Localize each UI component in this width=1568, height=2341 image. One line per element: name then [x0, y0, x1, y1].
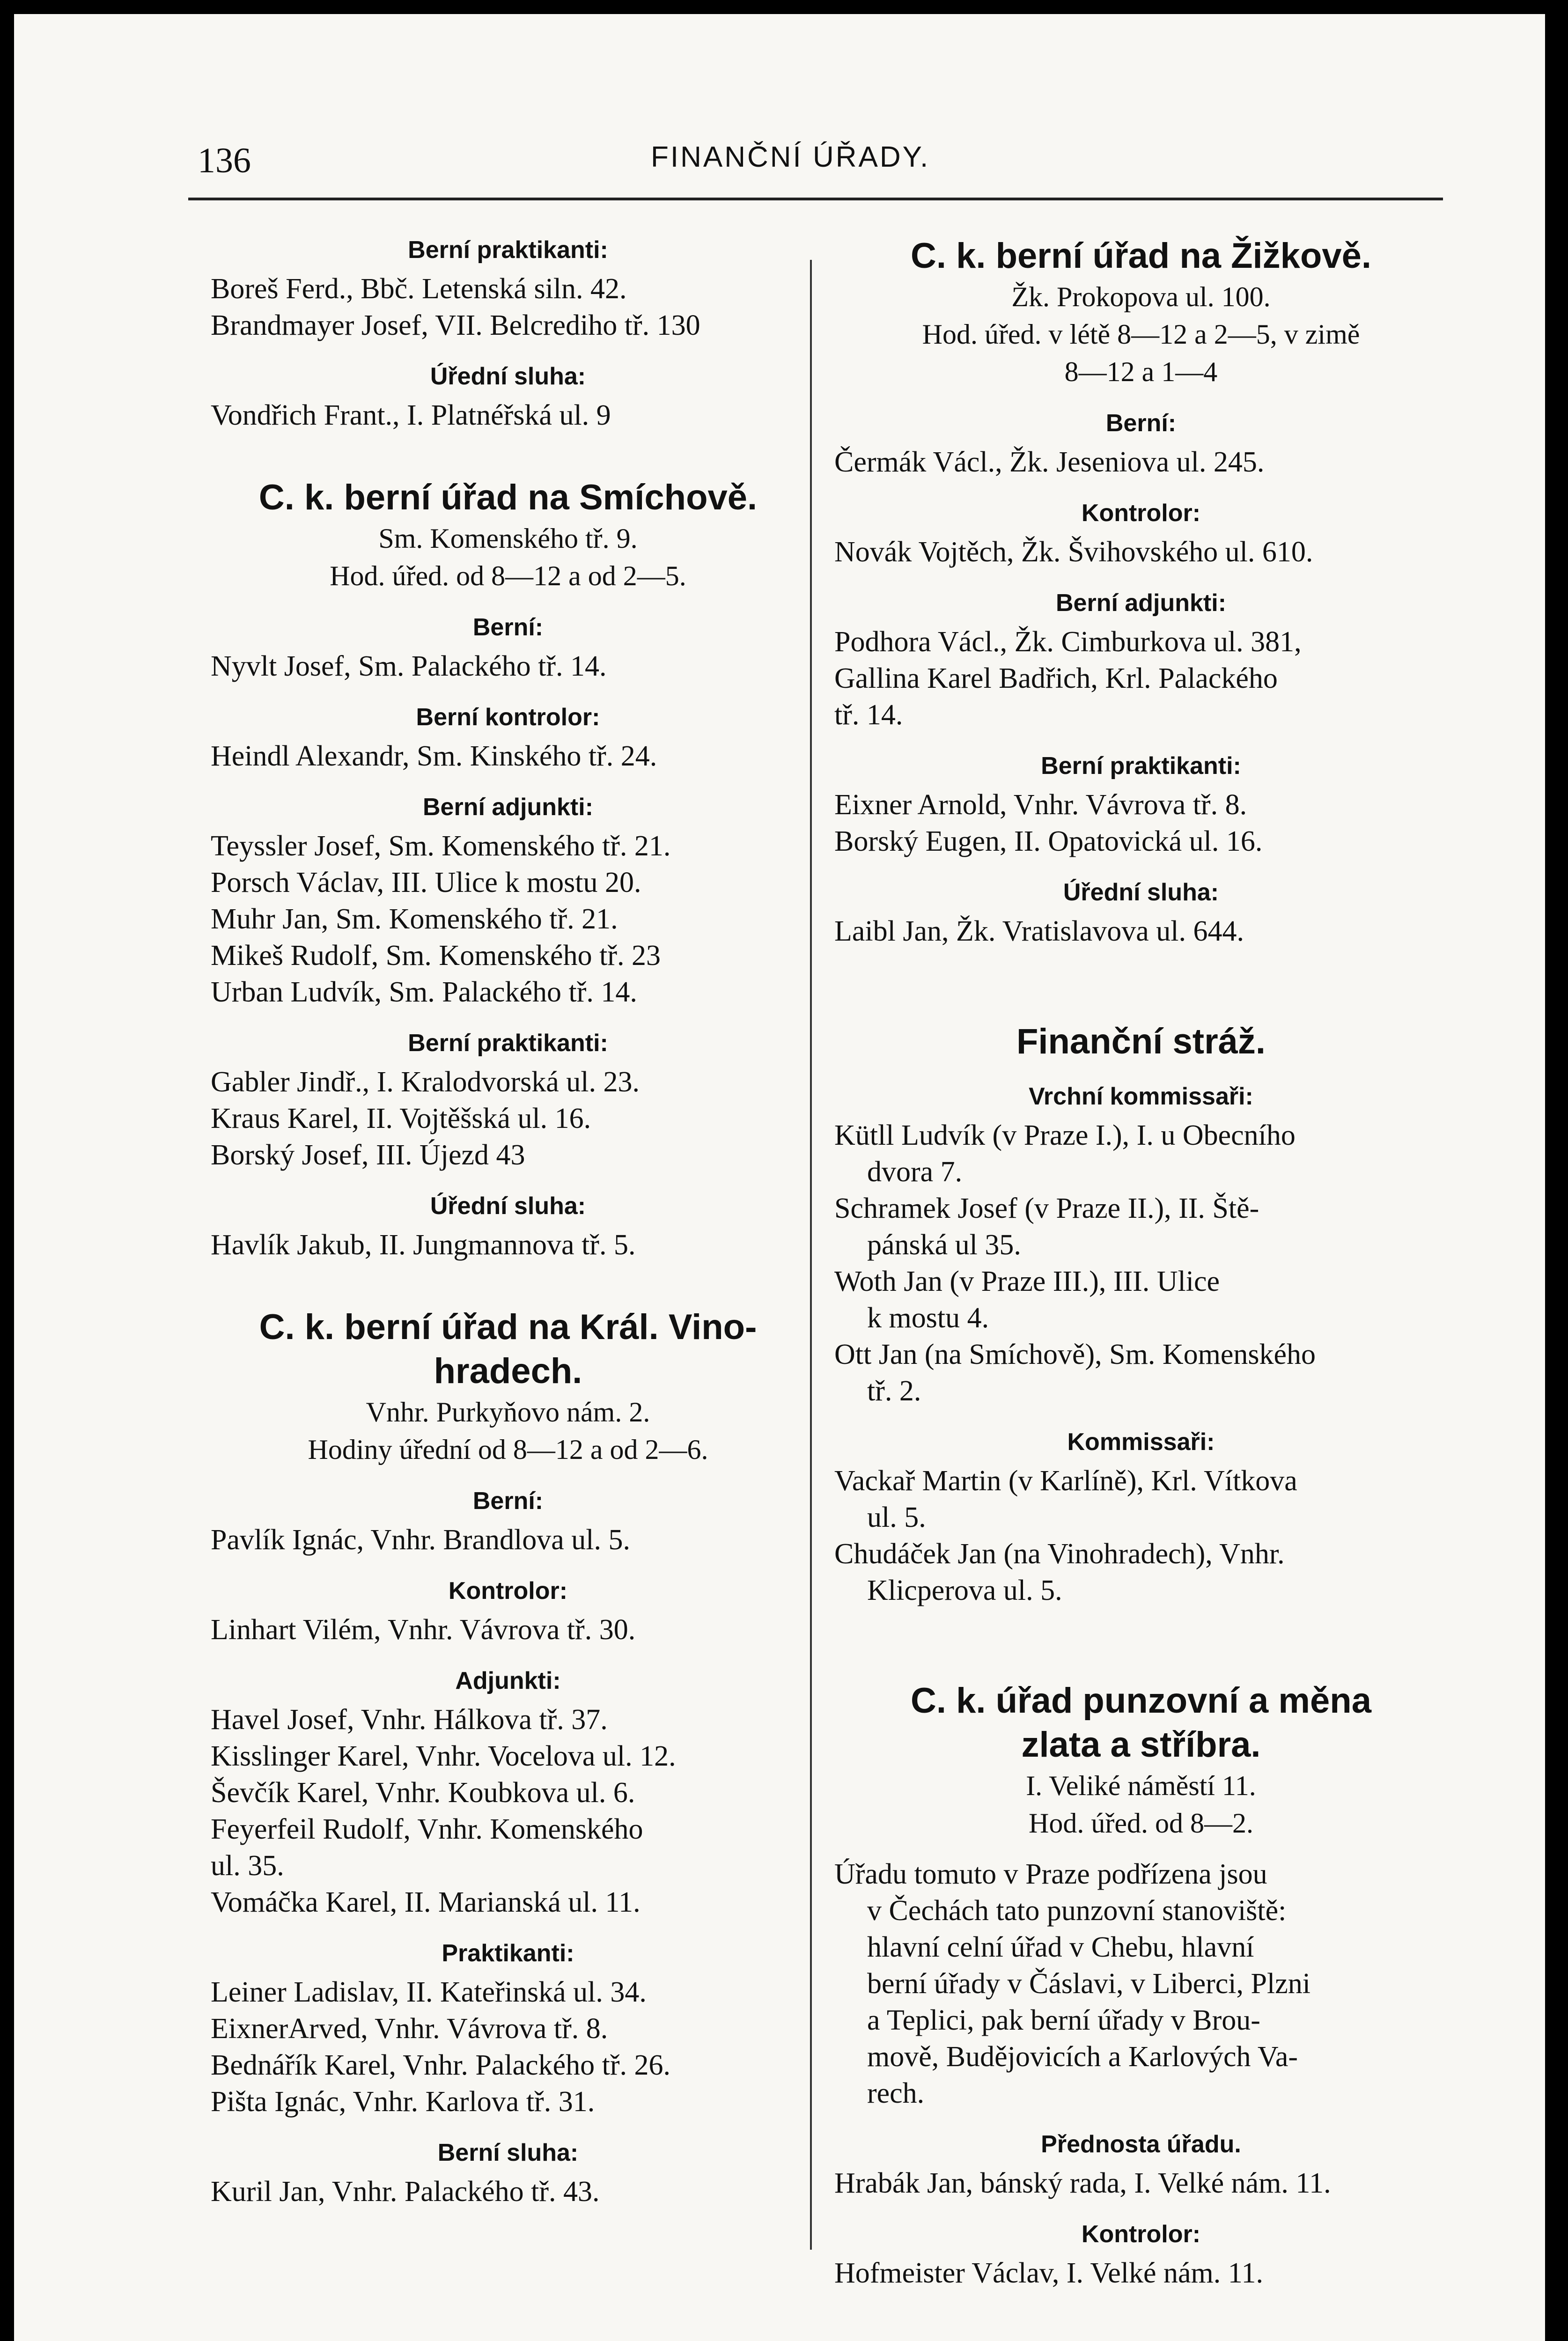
section-heading: Berní sluha: — [437, 2139, 579, 2166]
list-item: Havel Josef, Vnhr. Hálkova tř. 37. — [211, 1704, 608, 1736]
list-item: Podhora Václ., Žk. Cimburkova ul. 381, — [834, 626, 1302, 658]
list-item: k mostu 4. — [867, 1302, 989, 1334]
office-address: I. Veliké náměstí 11. — [1026, 1770, 1256, 1801]
office-title-line: C. k. berní úřad na Král. Vino- — [259, 1307, 757, 1347]
office-title: C. k. berní úřad na Smíchově. — [258, 478, 758, 517]
section-heading: Berní adjunkti: — [1055, 589, 1227, 617]
column-divider — [810, 260, 812, 2250]
list-item: Vomáčka Karel, II. Marianská ul. 11. — [211, 1886, 640, 1918]
section-heading: Berní adjunkti: — [422, 794, 594, 821]
list-item: Gallina Karel Badřich, Krl. Palackého — [834, 663, 1278, 694]
list-item: Gabler Jindř., I. Kralodvorská ul. 23. — [211, 1066, 640, 1098]
list-item: Nyvlt Josef, Sm. Palackého tř. 14. — [211, 650, 607, 682]
list-item: Linhart Vilém, Vnhr. Vávrova tř. 30. — [211, 1614, 636, 1646]
description-line: berní úřady v Čáslavi, v Liberci, Plzni — [867, 1968, 1310, 2000]
office-hours: Hod. úřed. od 8—12 a od 2—5. — [330, 560, 686, 591]
section-heading: Kontrolor: — [1081, 2221, 1201, 2248]
list-item: tř. 14. — [834, 699, 903, 731]
section-title: Finanční stráž. — [1016, 1022, 1266, 1061]
page-number: 136 — [198, 141, 251, 180]
list-item: Laibl Jan, Žk. Vratislavova ul. 644. — [834, 915, 1244, 947]
list-item: Čermák Václ., Žk. Jeseniova ul. 245. — [834, 446, 1265, 478]
list-item: pánská ul 35. — [867, 1229, 1021, 1261]
section-heading: Berní praktikanti: — [408, 236, 608, 264]
list-item: Kütll Ludvík (v Praze I.), I. u Obecního — [834, 1119, 1296, 1151]
book-page — [14, 14, 1545, 2341]
list-item: Ott Jan (na Smíchově), Sm. Komenského — [834, 1339, 1316, 1370]
description-line: Úřadu tomuto v Praze podřízena jsou — [834, 1858, 1267, 1890]
list-item: Brandmayer Josef, VII. Belcrediho tř. 130 — [211, 309, 700, 341]
office-title-line: C. k. úřad punzovní a měna — [911, 1681, 1371, 1721]
office-address: Žk. Prokopova ul. 100. — [1011, 281, 1271, 312]
list-item: Ševčík Karel, Vnhr. Koubkova ul. 6. — [211, 1777, 635, 1809]
list-item: Kuril Jan, Vnhr. Palackého tř. 43. — [211, 2176, 600, 2208]
list-item: Feyerfeil Rudolf, Vnhr. Komenského — [211, 1813, 643, 1845]
section-heading: Kommissaři: — [1067, 1428, 1215, 1456]
list-item: Chudáček Jan (na Vinohradech), Vnhr. — [834, 1538, 1285, 1570]
section-heading: Berní praktikanti: — [408, 1030, 608, 1057]
office-hours: Hodiny úřední od 8—12 a od 2—6. — [308, 1434, 708, 1465]
list-item: Teyssler Josef, Sm. Komenského tř. 21. — [211, 830, 671, 862]
office-title — [211, 1305, 805, 1393]
description-line: rech. — [867, 2077, 925, 2109]
list-item: Bednářík Karel, Vnhr. Palackého tř. 26. — [211, 2049, 670, 2081]
office-hours: Hod. úřed. v létě 8—12 a 2—5, v zimě — [922, 319, 1360, 350]
list-item: Kraus Karel, II. Vojtěšská ul. 16. — [211, 1103, 591, 1134]
list-item: Pavlík Ignác, Vnhr. Brandlova ul. 5. — [211, 1524, 631, 1556]
list-item: Heindl Alexandr, Sm. Kinského tř. 24. — [211, 740, 657, 772]
section-heading: Úřední sluha: — [1063, 879, 1219, 906]
list-item: tř. 2. — [867, 1375, 921, 1407]
section-heading: Vrchní kommissaři: — [1029, 1083, 1253, 1110]
list-item: EixnerArved, Vnhr. Vávrova tř. 8. — [211, 2013, 608, 2045]
list-item: Muhr Jan, Sm. Komenského tř. 21. — [211, 903, 618, 935]
list-item: Novák Vojtěch, Žk. Švihovského ul. 610. — [834, 536, 1313, 568]
list-item: ul. 5. — [867, 1502, 926, 1533]
list-item: Borský Josef, III. Újezd 43 — [211, 1139, 525, 1171]
right-column — [834, 234, 1448, 2291]
office-title: C. k. berní úřad na Žižkově. — [910, 236, 1372, 276]
description-line: mově, Budějovicích a Karlových Va- — [867, 2041, 1298, 2073]
list-item: Vackař Martin (v Karlíně), Krl. Vítkova — [834, 1465, 1297, 1497]
running-title: FINANČNÍ ÚŘADY. — [651, 141, 930, 173]
list-item: Borský Eugen, II. Opatovická ul. 16. — [834, 825, 1263, 857]
list-item: Urban Ludvík, Sm. Palackého tř. 14. — [211, 976, 637, 1008]
office-address: Sm. Komenského tř. 9. — [378, 523, 638, 554]
list-item: Hrabák Jan, bánský rada, I. Velké nám. 11. — [834, 2167, 1331, 2199]
description-line: v Čechách tato punzovní stanoviště: — [867, 1895, 1287, 1927]
section-heading: Adjunkti: — [455, 1667, 561, 1694]
list-item: dvora 7. — [867, 1156, 963, 1188]
office-hours: Hod. úřed. od 8—2. — [1029, 1808, 1253, 1839]
section-heading: Berní: — [472, 614, 544, 641]
list-item: Vondřich Frant., I. Platnéřská ul. 9 — [211, 399, 611, 431]
section-heading: Přednosta úřadu. — [1041, 2131, 1241, 2158]
spacer — [834, 1842, 1448, 1856]
office-address: Vnhr. Purkyňovo nám. 2. — [366, 1397, 650, 1428]
list-item: Hofmeister Václav, I. Velké nám. 11. — [834, 2257, 1263, 2289]
section-heading: Berní praktikanti: — [1041, 752, 1241, 780]
header-rule — [188, 198, 1443, 200]
section-heading: Praktikanti: — [442, 1940, 574, 1967]
office-title-line: zlata a stříbra. — [1021, 1725, 1261, 1765]
list-item: Pišta Ignác, Vnhr. Karlova tř. 31. — [211, 2086, 595, 2118]
section-heading: Berní: — [472, 1487, 544, 1515]
list-item: Eixner Arnold, Vnhr. Vávrova tř. 8. — [834, 789, 1247, 821]
list-item: Mikeš Rudolf, Sm. Komenského tř. 23 — [211, 940, 661, 972]
list-item: Boreš Ferd., Bbč. Letenská siln. 42. — [211, 273, 627, 305]
section-heading: Berní: — [1105, 410, 1177, 437]
description-line: hlavní celní úřad v Chebu, hlavní — [867, 1931, 1254, 1963]
list-item: ul. 35. — [211, 1850, 284, 1882]
section-heading: Kontrolor: — [1081, 500, 1201, 527]
section-heading: Úřední sluha: — [430, 363, 586, 390]
office-hours: 8—12 a 1—4 — [1064, 356, 1218, 387]
office-title-line: hradech. — [434, 1351, 582, 1391]
left-column — [211, 234, 805, 2210]
office-title — [834, 1679, 1448, 1767]
list-item: Kisslinger Karel, Vnhr. Vocelova ul. 12. — [211, 1740, 676, 1772]
section-heading: Kontrolor: — [448, 1577, 568, 1605]
list-item: Havlík Jakub, II. Jungmannova tř. 5. — [211, 1229, 636, 1261]
section-heading: Úřední sluha: — [430, 1193, 586, 1220]
list-item: Woth Jan (v Praze III.), III. Ulice — [834, 1266, 1220, 1297]
list-item: Porsch Václav, III. Ulice k mostu 20. — [211, 867, 641, 898]
description-line: a Teplici, pak berní úřady v Brou- — [867, 2004, 1260, 2036]
list-item: Schramek Josef (v Praze II.), II. Ště- — [834, 1193, 1259, 1224]
list-item: Leiner Ladislav, II. Kateřinská ul. 34. — [211, 1976, 647, 2008]
list-item: Klicperova ul. 5. — [867, 1575, 1062, 1606]
section-heading: Berní kontrolor: — [416, 704, 600, 731]
